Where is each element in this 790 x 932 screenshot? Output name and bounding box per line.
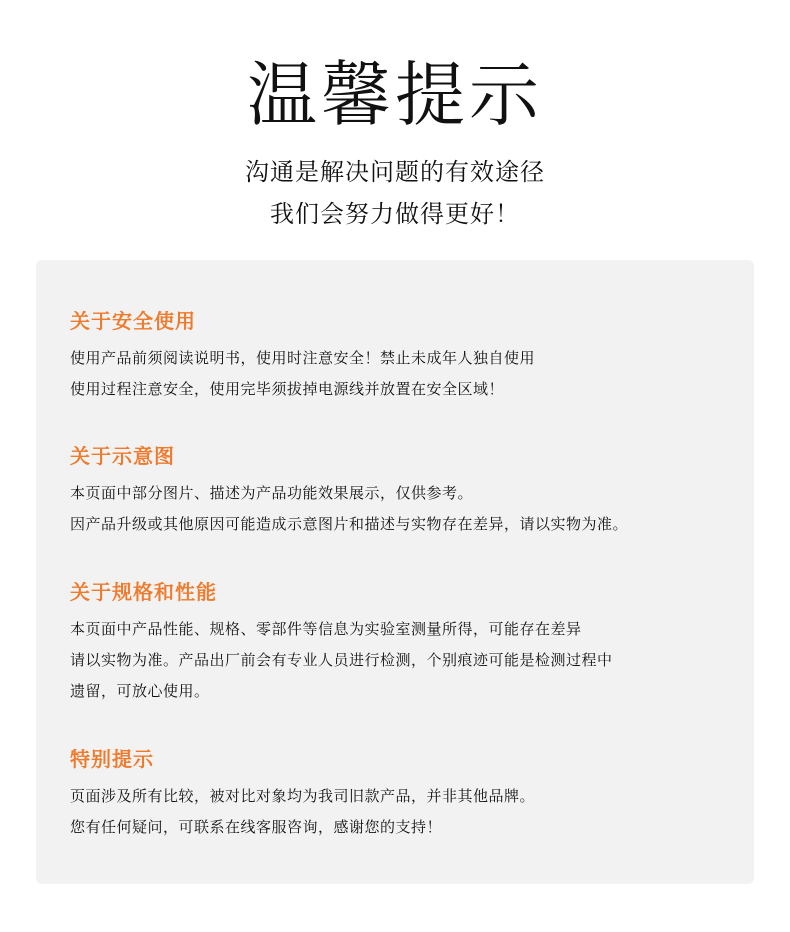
section-special-notice-line-2: 您有任何疑问，可联系在线客服咨询，感谢您的支持！ [70, 818, 443, 836]
section-heading-illustration: 关于示意图 [70, 444, 175, 468]
section-special-notice [70, 745, 730, 843]
section-special-notice-line-1: 页面涉及所有比较，被对比对象均为我司旧款产品，并非其他品牌。 [70, 787, 536, 805]
section-heading-specs: 关于规格和性能 [70, 580, 217, 604]
section-safety-line-2: 使用过程注意安全，使用完毕须拔掉电源线并放置在安全区域！ [70, 380, 505, 398]
section-safety [70, 307, 730, 405]
section-illustration-line-1: 本页面中部分图片、描述为产品功能效果展示，仅供参考。 [70, 484, 474, 502]
section-illustration-line-2: 因产品升级或其他原因可能造成示意图片和描述与实物存在差异，请以实物为准。 [70, 515, 629, 533]
section-specs-line-3: 遗留，可放心使用。 [70, 682, 210, 700]
section-specs-line-1: 本页面中产品性能、规格、零部件等信息为实验室测量所得，可能存在差异 [70, 620, 582, 638]
page-title: 温馨提示 [247, 54, 543, 136]
notice-panel [36, 260, 754, 884]
section-specs-line-2: 请以实物为准。产品出厂前会有专业人员进行检测，个别痕迹可能是检测过程中 [70, 651, 613, 669]
section-specs [70, 578, 730, 707]
section-heading-special-notice: 特别提示 [70, 747, 154, 771]
section-illustration [70, 442, 730, 540]
section-safety-line-1: 使用产品前须阅读说明书，使用时注意安全！禁止未成年人独自使用 [70, 349, 536, 367]
section-heading-safety: 关于安全使用 [70, 309, 196, 333]
subtitle-line-1: 沟通是解决问题的有效途径 [245, 158, 545, 186]
subtitle-line-2: 我们会努力做得更好！ [270, 200, 520, 228]
